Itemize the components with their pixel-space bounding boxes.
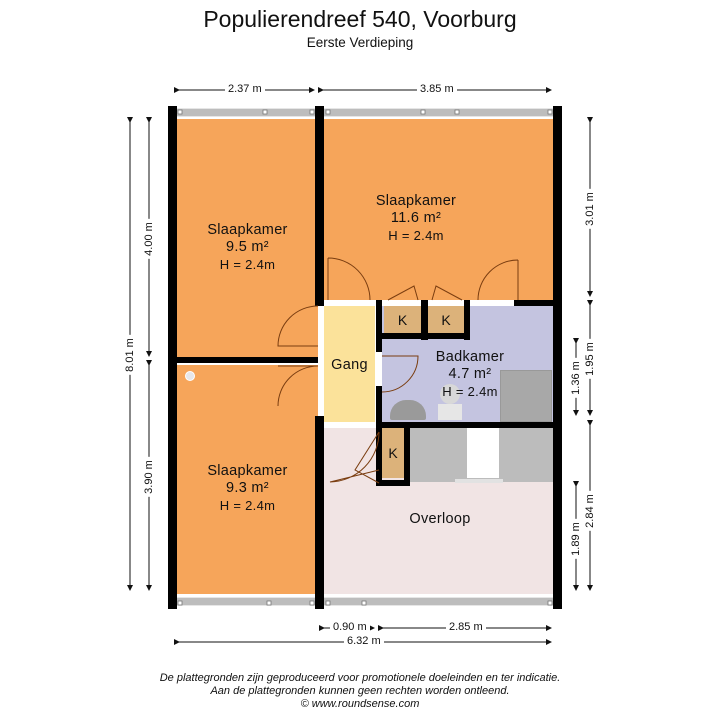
closet-label: K xyxy=(388,445,398,461)
closet-label: K xyxy=(441,311,451,328)
room-height: H = 2.4m xyxy=(219,498,276,513)
dim-bottom-left: 0.90 m xyxy=(330,621,370,633)
room-name: Slaapkamer xyxy=(375,193,457,209)
dim-bottom-total: 6.32 m xyxy=(344,635,384,647)
dim-right-outer-mid: 1.95 m xyxy=(584,339,596,379)
dim-right-outer-top: 3.01 m xyxy=(584,189,596,229)
dim-right-inner-bottom: 1.89 m xyxy=(570,519,582,559)
room-name: Slaapkamer xyxy=(207,222,288,238)
closet-label: K xyxy=(397,311,408,328)
room-area: 4.7 m² xyxy=(448,366,492,382)
page-title: Populierendreef 540, Voorburg xyxy=(203,6,517,32)
dim-right-outer-bottom: 2.84 m xyxy=(584,491,596,531)
room-area: 9.3 m² xyxy=(226,480,269,496)
disclaimer-line-1: De plattegronden zijn geproduceerd voor promotionele doeleinden en ter indicatie. xyxy=(159,672,561,684)
dim-bottom-right: 2.85 m xyxy=(446,621,486,633)
room-name: Overloop xyxy=(409,511,471,527)
room-name: Slaapkamer xyxy=(207,463,288,479)
room-name: Gang xyxy=(331,357,368,373)
copyright-link[interactable]: © www.roundsense.com xyxy=(300,698,420,710)
dim-right-inner-top: 1.36 m xyxy=(570,358,582,398)
dim-left-inner-bottom: 3.90 m xyxy=(143,457,155,497)
room-area: 9.5 m² xyxy=(226,239,269,255)
room-area: 11.6 m² xyxy=(390,210,442,226)
room-height: H = 2.4m xyxy=(388,228,444,243)
dim-top-left: 2.37 m xyxy=(225,83,265,95)
room-name: Badkamer xyxy=(435,349,505,365)
room-height: H = 2.4m xyxy=(442,384,498,399)
dim-left-outer: 8.01 m xyxy=(124,335,136,375)
dim-top-right: 3.85 m xyxy=(417,83,457,95)
floor-subtitle: Eerste Verdieping xyxy=(306,35,414,50)
disclaimer-line-2: Aan de plattegronden kunnen geen rechten worden ontleend. xyxy=(210,685,510,697)
dim-left-inner-top: 4.00 m xyxy=(143,219,155,259)
room-height: H = 2.4m xyxy=(219,257,276,272)
